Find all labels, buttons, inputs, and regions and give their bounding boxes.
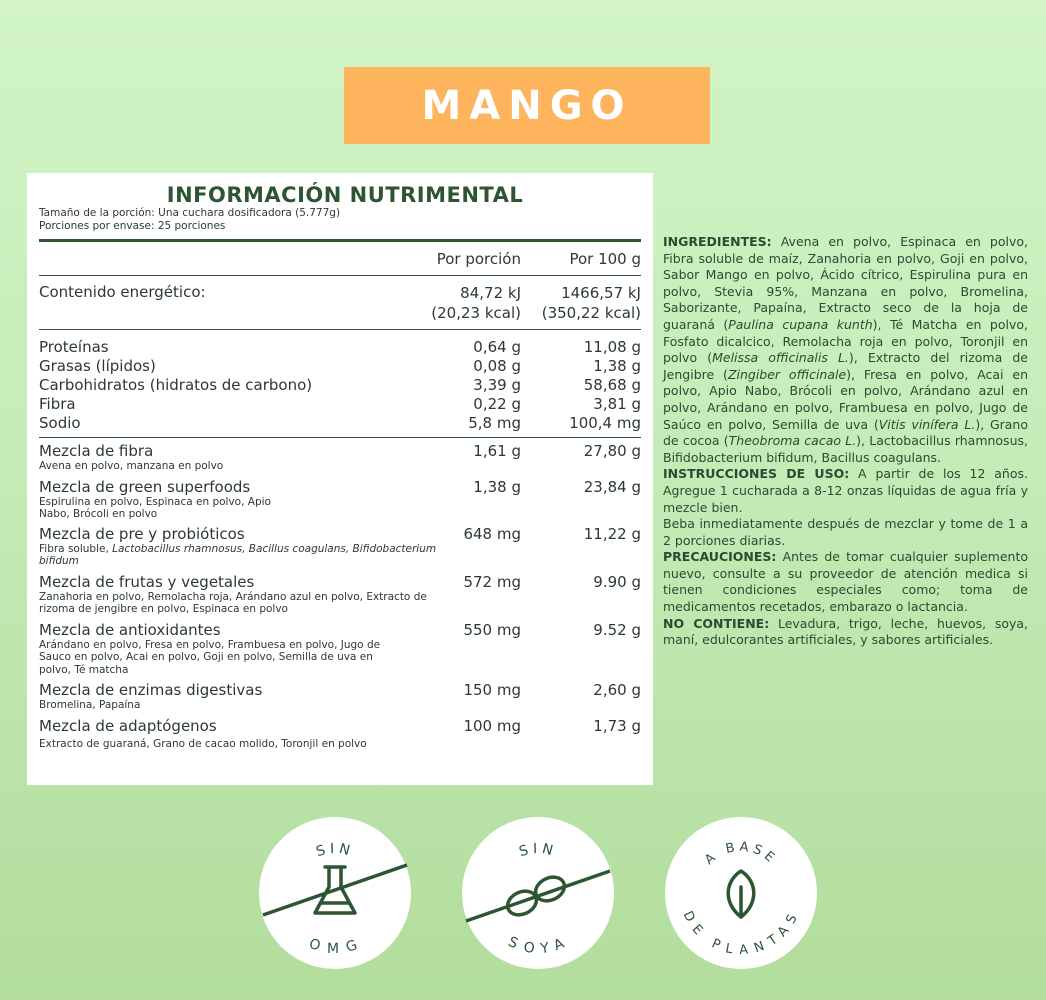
precautions-label: PRECAUCIONES: [663, 549, 777, 565]
nutrient-serving: 0,22 g [473, 395, 521, 413]
blend-detail: Arándano en polvo, Fresa en polvo, Frambuesa en polvo, Jugo de Sauco en polvo, Acai en polvo, Goji en polvo, Semilla de uva en polvo, Té matcha [39, 638, 381, 676]
energy-label: Contenido energético: [39, 283, 206, 301]
nutrient-serving: 5,8 mg [468, 414, 521, 432]
servings-per-container: Porciones por envase: 25 porciones [39, 220, 226, 232]
blend-name: Mezcla de frutas y vegetales [39, 572, 255, 591]
badge-no-gmo [259, 817, 411, 969]
nutrient-name: Proteínas [39, 338, 109, 356]
blend-detail: Fibra soluble, Lactobacillus rhamnosus, Bacillus coagulans, Bifidobacterium bifidum [39, 542, 437, 567]
nutrient-row [39, 376, 641, 395]
blend-per100: 23,84 g [583, 477, 641, 496]
energy-row [39, 276, 641, 329]
blend-item [39, 717, 641, 753]
precautions-text: PRECAUCIONES: Antes de tomar cualquier suplemento nuevo, consulte a su proveedor de atención medica si tienen condiciones especiales como; toma de medicamentos recetados, embarazo o lactancia. [663, 549, 1028, 615]
blend-serving: 1,38 g [473, 477, 521, 496]
svg-text:SOYA [506, 934, 571, 957]
nutrient-row [39, 414, 641, 433]
energy-per-serving [381, 283, 521, 323]
blend-name: Mezcla de adaptógenos [39, 716, 217, 735]
badge-no-soy [462, 817, 614, 969]
usage-label: INSTRUCCIONES DE USO: [663, 466, 850, 482]
blend-serving: 100 mg [463, 716, 521, 735]
product-title-banner [344, 67, 710, 144]
blend-serving: 1,61 g [473, 442, 521, 460]
blend-item [39, 573, 641, 618]
svg-text:SIN [314, 841, 355, 860]
nutrition-heading: INFORMACIÓN NUTRIMENTAL [166, 183, 524, 207]
nutrient-per100: 58,68 g [583, 376, 641, 394]
blend-serving: 550 mg [463, 620, 521, 639]
col-per-serving: Por porción [436, 250, 521, 268]
nutrient-name: Fibra [39, 395, 76, 413]
badge-plant-based [665, 817, 817, 969]
leaf-icon [665, 817, 817, 969]
nutrient-name: Grasas (lípidos) [39, 357, 156, 375]
flask-icon [259, 817, 411, 969]
column-header-row [39, 242, 641, 275]
blend-name: Mezcla de green superfoods [39, 477, 251, 496]
nutrient-serving: 3,39 g [473, 376, 521, 394]
nutrient-row [39, 395, 641, 414]
blend-detail: Espirulina en polvo, Espinaca en polvo, Apio Nabo, Brócoli en polvo [39, 495, 271, 520]
nutrient-per100: 1,38 g [593, 357, 641, 375]
blend-detail: Extracto de guaraná, Grano de cacao molido, Toronjil en polvo [39, 737, 367, 750]
blend-serving: 648 mg [463, 524, 521, 543]
nutrient-per100: 3,81 g [593, 395, 641, 413]
nutrient-row [39, 338, 641, 357]
svg-text:OMG [307, 936, 363, 957]
energy-kj-serving: 84,72 kJ [460, 284, 521, 302]
blend-per100: 9.90 g [593, 572, 641, 591]
ingredients-label: INGREDIENTES: [663, 234, 772, 249]
blend-detail: Bromelina, Papaína [39, 699, 141, 711]
blend-per100: 11,22 g [583, 524, 641, 543]
serving-size: Tamaño de la porción: Una cuchara dosificadora (5.777g) [39, 207, 341, 219]
blend-name: Mezcla de pre y probióticos [39, 524, 245, 543]
nutrient-per100: 11,08 g [583, 338, 641, 356]
nutrient-serving: 0,08 g [473, 357, 521, 375]
badge-gmo-top: SIN [314, 840, 356, 861]
usage-text-2: Beba inmediatamente después de mezclar y tome de 1 a 2 porciones diarias. [663, 516, 1028, 548]
nutrients-list [39, 330, 641, 437]
blend-name: Mezcla de fibra [39, 442, 154, 460]
energy-kcal-serving: (20,23 kcal) [431, 304, 521, 322]
col-per-100g: Por 100 g [569, 250, 641, 268]
ingredients-text: INGREDIENTES: Avena en polvo, Espinaca en polvo, Fibra soluble de maíz, Zanahoria en polvo, Goji en polvo, Sabor Mango en polvo, Ácido cítrico, Espirulina pura en polvo, Stevia 95%, Manzana en polvo, Bromelina, Saborizante, Papaína, Extracto seco de la hoja de guaraná (Paulina cupana kunth), Té Matcha en polvo, Fosfato dicalcico, Remolacha roja en polvo, Toronjil en polvo (Melissa officinalis L.), Extracto del rizoma de Jengibre (Zingiber officinale), Fresa en polvo, Acai en polvo, Apio Nabo, Brócoli en polvo, Arándano azul en polvo, Arándano en polvo, Frambuesa en polvo, Jugo de Saúco en polvo, Semilla de uva (Vitis vinífera L.), Grano de cocoa (Theobroma cacao L.), Lactobacillus rhamnosus, Bifidobacterium bifidum, Bacillus coagulans. [663, 234, 1029, 465]
not-contains-text: NO CONTIENE: Levadura, trigo, leche, huevos, soya, maní, edulcorantes artificiales, y sabores artificiales. [663, 615, 1029, 648]
badge-plant-top: A BASE [702, 839, 780, 869]
nutrient-name: Sodio [39, 414, 81, 432]
svg-text:SIN [517, 841, 558, 860]
blend-item [39, 621, 641, 679]
ingredients-panel [663, 234, 1028, 649]
product-title: MANGO [421, 82, 633, 129]
blend-per100: 9.52 g [593, 620, 641, 639]
blend-detail: Avena en polvo, manzana en polvo [39, 460, 224, 472]
nutrient-per100: 100,4 mg [569, 414, 641, 432]
nutrition-facts-panel [27, 173, 653, 785]
energy-kcal-100: (350,22 kcal) [541, 304, 641, 322]
nutrient-row [39, 357, 641, 376]
blend-name: Mezcla de enzimas digestivas [39, 681, 263, 699]
blend-per100: 27,80 g [583, 442, 641, 460]
badge-soy-top: SIN [517, 840, 559, 861]
blend-name: Mezcla de antioxidantes [39, 620, 221, 639]
badge-gmo-bottom: OMG [306, 935, 364, 958]
badge-soy-bottom: SOYA [505, 934, 571, 958]
blend-item [39, 525, 641, 570]
blend-serving: 150 mg [463, 681, 521, 699]
nutrient-name: Carbohidratos (hidratos de carbono) [39, 376, 313, 394]
blend-item [39, 478, 641, 523]
nutrient-serving: 0,64 g [473, 338, 521, 356]
blends-list [39, 438, 641, 752]
svg-text:A BASE [702, 840, 780, 868]
soybean-icon [462, 817, 614, 969]
blend-item [39, 442, 641, 475]
blend-per100: 2,60 g [593, 681, 641, 699]
usage-text: INSTRUCCIONES DE USO: A partir de los 12 años. Agregue 1 cucharada a 8-12 onzas líquidas de agua fría y mezcle bien. [663, 466, 1028, 515]
badge-plant-bottom: DE PLANTAS [679, 908, 803, 959]
blend-serving: 572 mg [463, 572, 521, 591]
not-contains-label: NO CONTIENE: [663, 615, 770, 631]
energy-per-100g [521, 283, 641, 323]
blend-detail: Zanahoria en polvo, Remolacha roja, Arándano azul en polvo, Extracto de rizoma de jengibre en polvo, Espinaca en polvo [39, 590, 427, 615]
blend-per100: 1,73 g [593, 716, 641, 735]
blend-item [39, 681, 641, 714]
energy-kj-100: 1466,57 kJ [561, 284, 641, 302]
